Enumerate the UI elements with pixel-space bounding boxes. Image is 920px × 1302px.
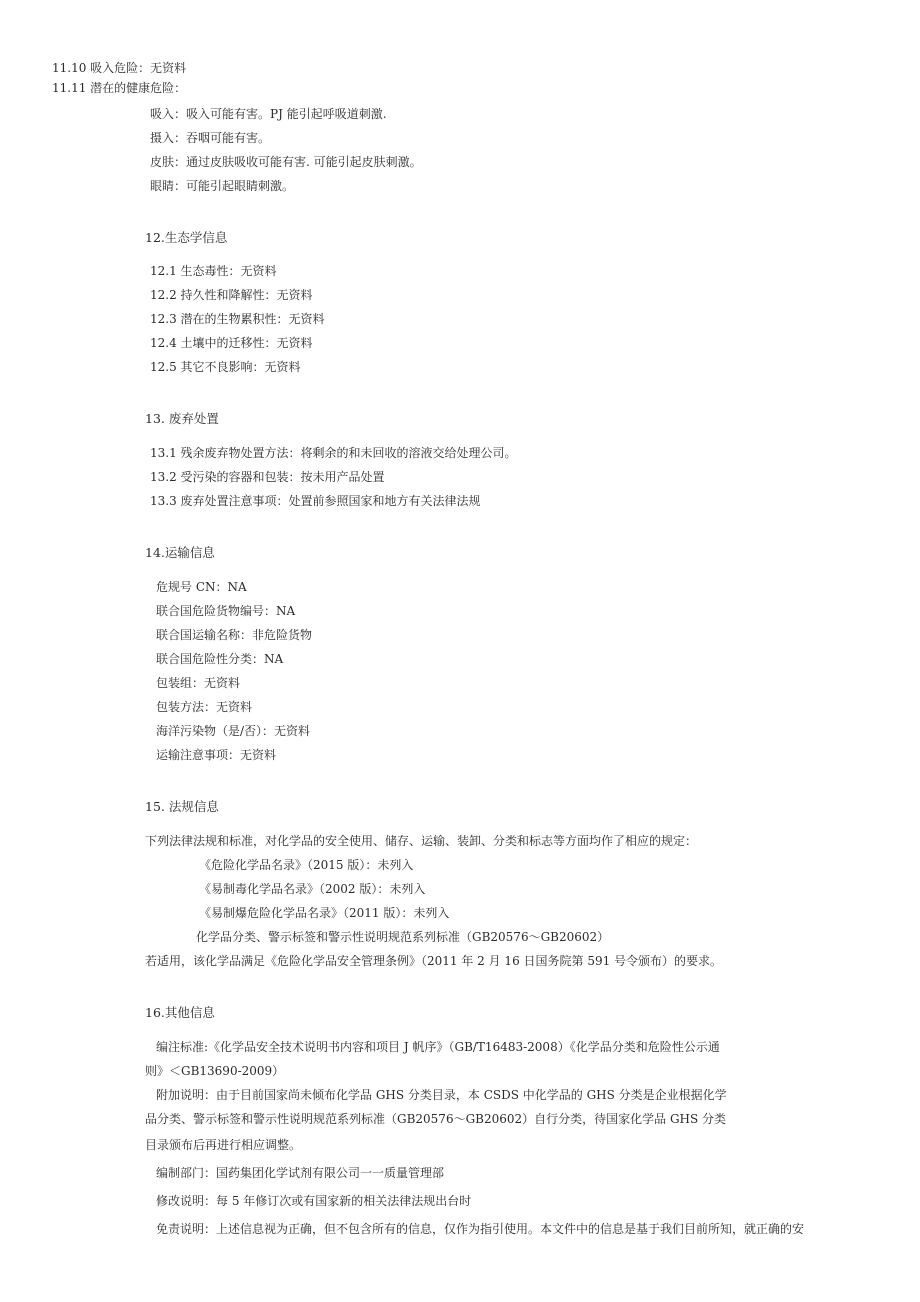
transport-item: 联合国运输名称：非危险货物 [156,628,313,642]
compiling-department: 编制部门：国药集团化学试剂有限公司一一质量管理部 [156,1166,445,1180]
regulation-standard: 化学品分类、警示标签和警示性说明规范系列标准（GB20576～GB20602） [196,930,610,944]
eco-item: 12.2 持久性和降解性：无资料 [150,288,313,302]
additional-note-line-3: 目录颁布后再进行相应调整。 [145,1138,302,1152]
regulation-intro: 下列法律法规和标准，对化学品的安全使用、储存、运输、装卸、分类和标志等方面均作了相应的规定： [145,834,698,848]
transport-item: 运输注意事项：无资料 [156,748,277,762]
eco-item: 12.5 其它不良影响：无资料 [150,360,301,374]
regulation-closing: 若适用，该化学品满足《危险化学品安全管理条例》（2011 年 2 月 16 日国务院第 591 号令颁布）的要求。 [145,954,723,968]
hazard-skin: 皮肤：通过皮肤吸收可能有害. 可能引起皮肤刺激。 [150,155,422,169]
hazard-eye: 眼睛：可能引起眼睛刺激。 [150,179,295,193]
transport-item: 联合国危险货物编号：NA [156,604,296,618]
compile-standard-line-2: 则》＜GB13690-2009） [145,1064,285,1078]
inhalation-hazard-line: 11.10 吸入危险：无资料 [52,61,187,75]
section-12-title: 12.生态学信息 [145,230,228,245]
regulation-list-item: 《易制毒化学品名录》（2002 版）：未列入 [199,882,426,896]
eco-item: 12.3 潜在的生物累积性：无资料 [150,312,325,326]
disclaimer: 免责说明：上述信息视为正确，但不包含所有的信息，仅作为指引使用。本文件中的信息是基于我们目前所知，就正确的安 [156,1222,805,1236]
regulation-list-item: 《易制爆危险化学品名录》（2011 版）：未列入 [199,906,450,920]
regulation-list-item: 《危险化学品名录》（2015 版）：未列入 [199,858,414,872]
additional-note-line-1: 附加说明：由于目前国家尚未倾布化学品 GHS 分类目录，本 CSDS 中化学品的 GHS 分类是企业根据化学 [156,1088,727,1102]
section-15-title: 15. 法规信息 [145,799,219,814]
eco-item: 12.1 生态毒性：无资料 [150,264,277,278]
transport-item: 海洋污染物（是/否）：无资料 [156,724,311,738]
hazard-inhalation: 吸入：吸入可能有害。PJ 能引起呼吸道刺激. [150,107,387,121]
disposal-item: 13.3 废弃处置注意事项：处置前参照国家和地方有关法律法规 [150,494,481,508]
section-14-title: 14.运输信息 [145,545,215,560]
compile-standard-line-1: 编注标准:《化学品安全技术说明书内容和项目 J 帆序》（GB/T16483-2008）《化学品分类和危险性公示通 [156,1040,720,1054]
transport-item: 包装组：无资料 [156,676,241,690]
transport-item: 危规号 CN：NA [156,580,247,594]
health-hazard-heading: 11.11 潜在的健康危险： [52,81,187,95]
eco-item: 12.4 土壤中的迁移性：无资料 [150,336,313,350]
disposal-item: 13.2 受污染的容器和包装：按未用产品处置 [150,470,385,484]
revision-note: 修改说明：每 5 年修订次或有国家新的相关法律法规出台时 [156,1194,472,1208]
section-16-title: 16.其他信息 [145,1005,215,1020]
additional-note-line-2: 品分类、警示标签和警示性说明规范系列标准（GB20576～GB20602）自行分类，待国家化学品 GHS 分类 [145,1112,727,1126]
hazard-ingestion: 摄入：吞咽可能有害。 [150,131,271,145]
disposal-item: 13.1 残余废弃物处置方法：将剩余的和未回收的溶液交给处理公司。 [150,446,517,460]
transport-item: 联合国危险性分类：NA [156,652,284,666]
transport-item: 包装方法：无资料 [156,700,253,714]
section-13-title: 13. 废弃处置 [145,411,219,426]
